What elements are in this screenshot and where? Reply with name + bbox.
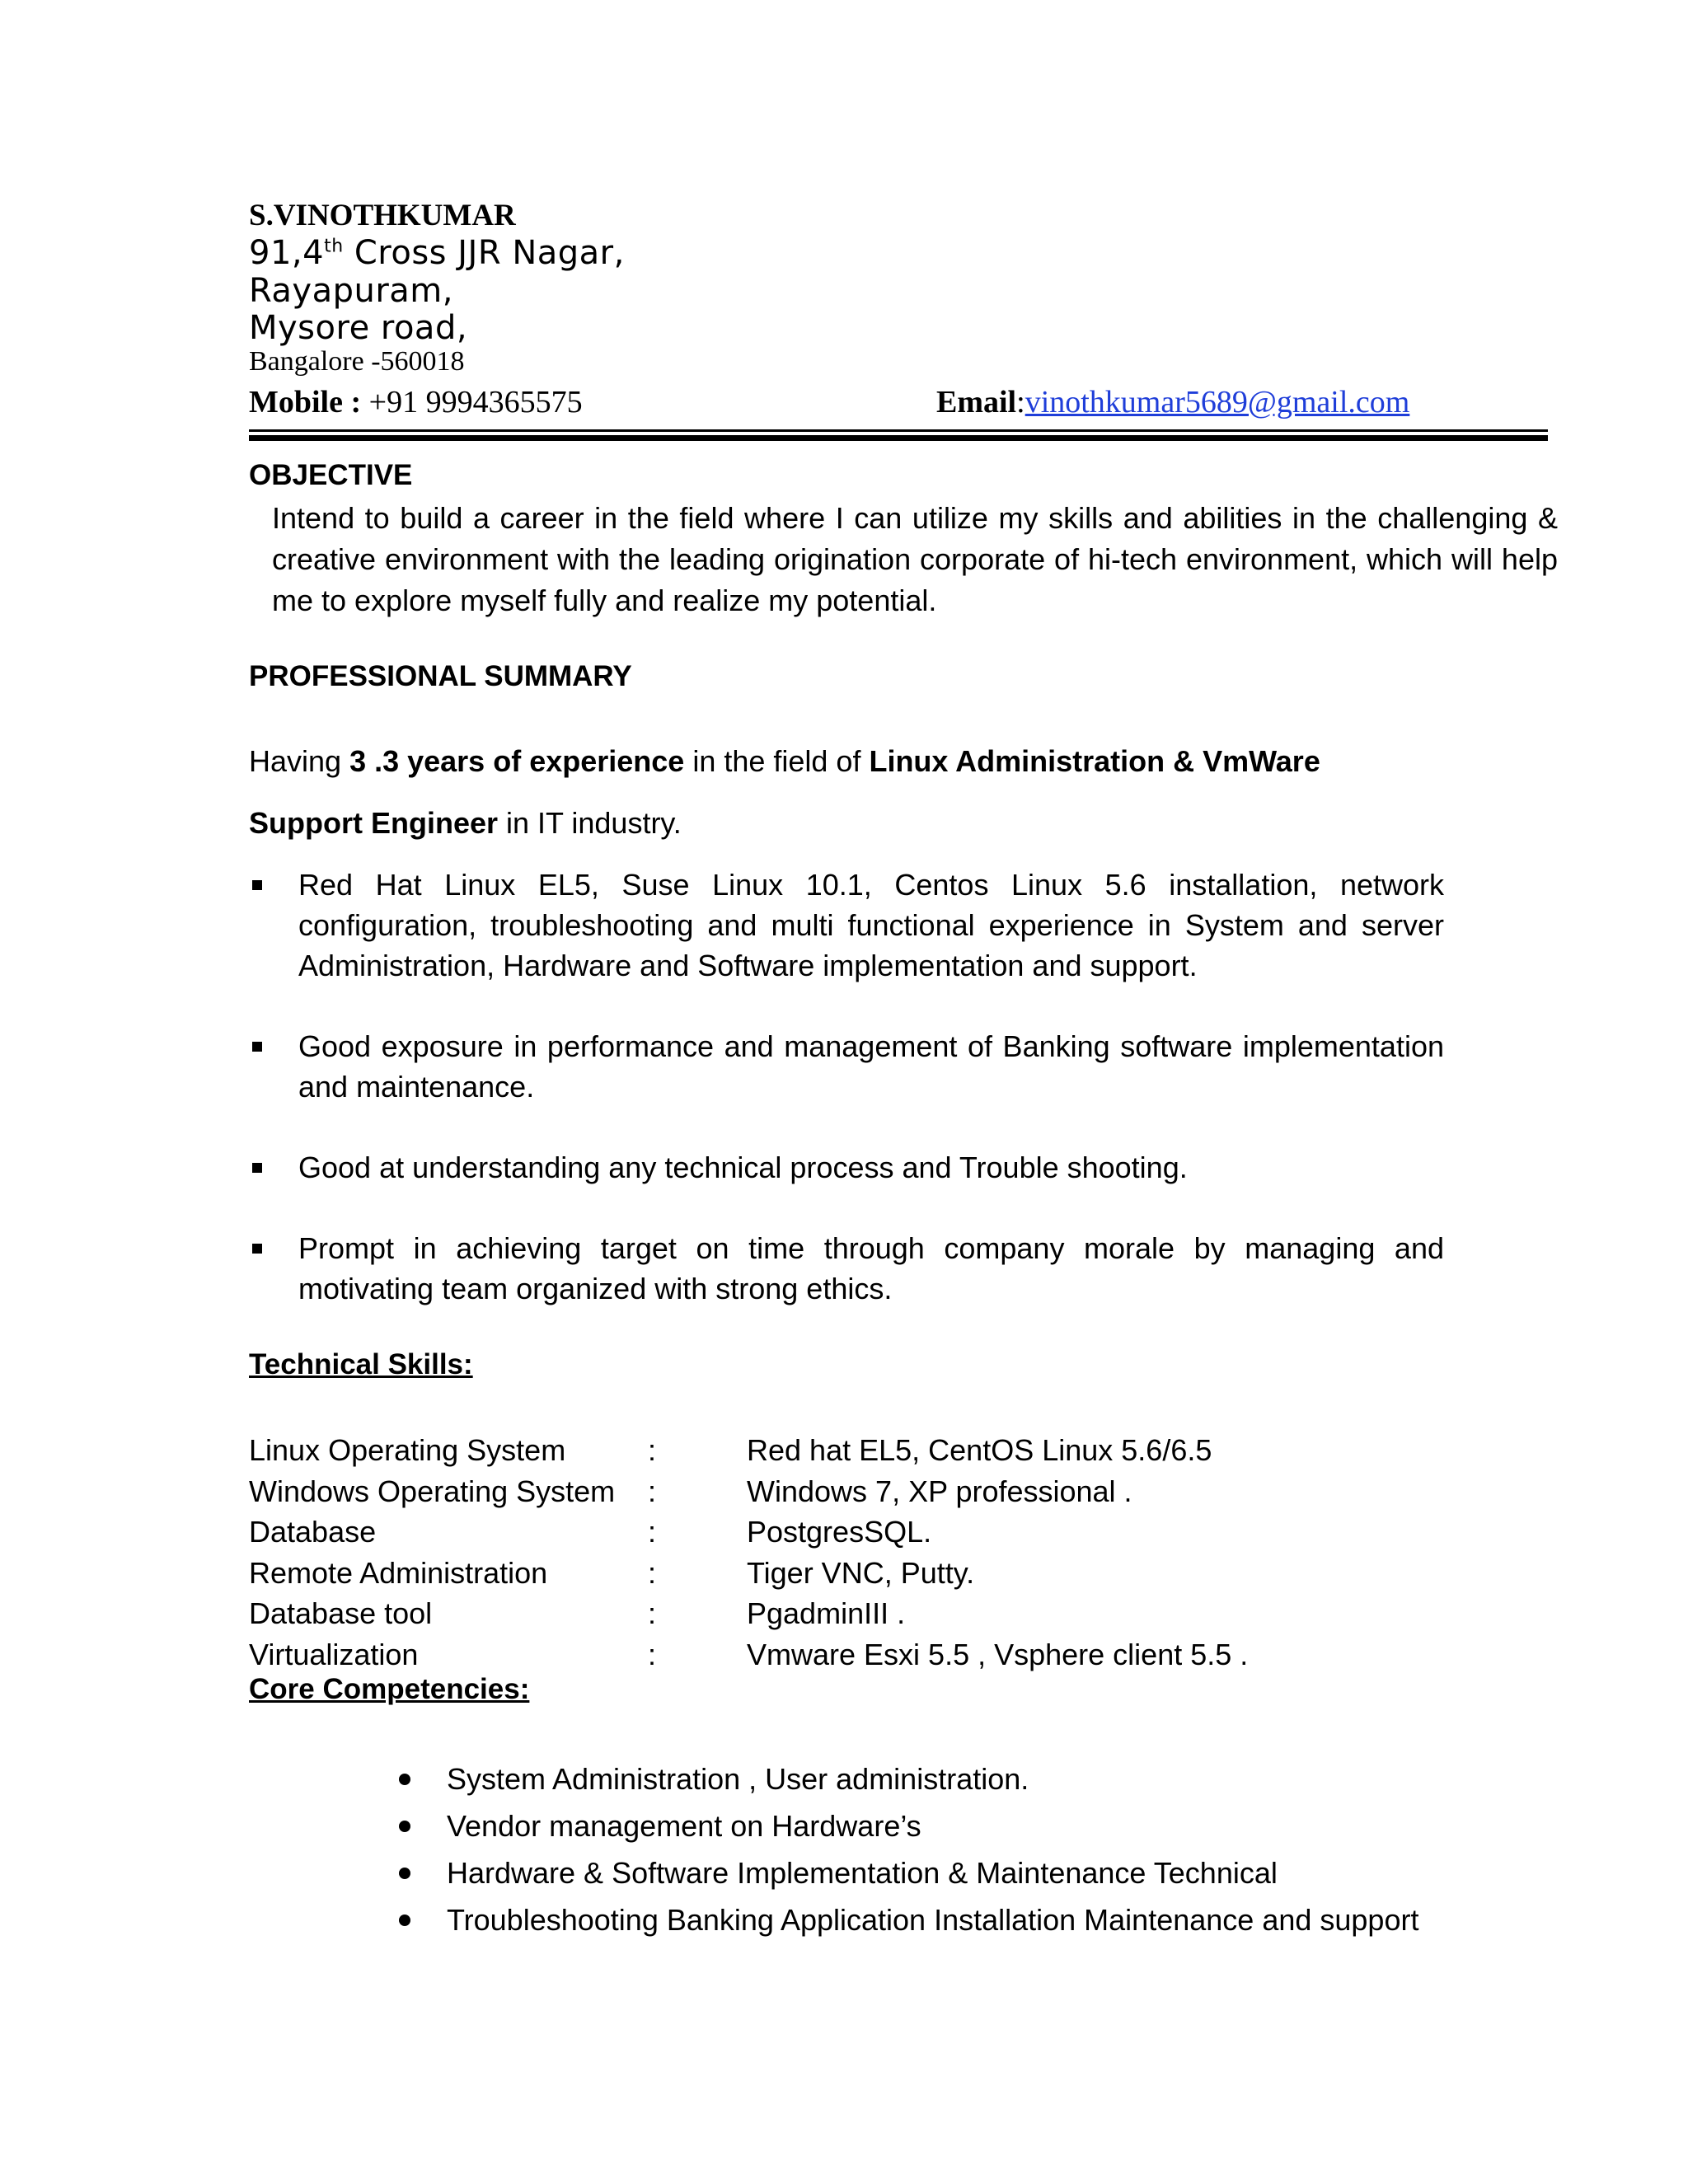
address-line-1-ordinal: th: [324, 236, 344, 257]
skill-value: Windows 7, XP professional .: [747, 1474, 1132, 1508]
summary-bullet: [249, 1147, 1444, 1188]
email-label: Email: [936, 385, 1017, 419]
candidate-name: S.VINOTHKUMAR: [249, 199, 516, 232]
core-competencies-heading: Core Competencies:: [249, 1673, 530, 1705]
skill-value: PostgresSQL.: [747, 1515, 932, 1549]
objective-text: Intend to build a career in the field where I can utilize my skills and abilities in the challenging & creative environment with the leading origination corporate of hi-tech environment, which will help me to explore myself fully and realize my potential.: [272, 501, 1558, 617]
skill-separator: :: [648, 1433, 657, 1467]
skill-key: Virtualization: [249, 1637, 419, 1671]
core-competency-item: [397, 1896, 1428, 1943]
header-divider-thin: [249, 429, 1548, 432]
summary-bullet: [249, 1026, 1444, 1107]
address-line-1-street: Cross JJR Nagar,: [343, 234, 625, 272]
round-bullet-icon: [399, 1868, 410, 1879]
summary-line-1: [249, 741, 1320, 782]
skill-separator: :: [648, 1555, 657, 1590]
address-line-3: Mysore road,: [249, 309, 468, 347]
skill-key: Remote Administration: [249, 1555, 548, 1590]
square-bullet-icon: [252, 880, 262, 890]
square-bullet-icon: [252, 1244, 262, 1254]
summary-bullet-list: [249, 865, 1444, 1349]
summary-heading: PROFESSIONAL SUMMARY: [249, 660, 632, 692]
mobile-number: +91 9994365575: [361, 385, 583, 419]
skill-separator: :: [648, 1515, 657, 1549]
skill-value: PgadminIII .: [747, 1596, 906, 1630]
summary-bullet-text: Prompt in achieving target on time through company morale by managing and motivating team organized with strong ethics.: [298, 1231, 1444, 1305]
summary-bullet-text: Good at understanding any technical process and Trouble shooting.: [298, 1151, 1188, 1184]
summary-text: in IT industry.: [498, 806, 682, 840]
round-bullet-icon: [399, 1915, 410, 1926]
skill-separator: :: [648, 1596, 657, 1630]
email-link[interactable]: vinothkumar5689@gmail.com: [1025, 385, 1410, 419]
header-divider-thick: [249, 435, 1548, 441]
summary-line-2: [249, 803, 682, 844]
email-separator: :: [1016, 385, 1025, 419]
core-competency-text: Vendor management on Hardware’s: [447, 1809, 921, 1843]
summary-role-cont: Support Engineer: [249, 806, 499, 840]
skill-separator: :: [648, 1474, 657, 1508]
summary-role: Linux Administration & VmWare: [869, 744, 1320, 778]
summary-bullet-text: Red Hat Linux EL5, Suse Linux 10.1, Centos Linux 5.6 installation, network configuration, troubleshooting and multi functional experience in System and server Administration, Hardware and Software implementation and support.: [298, 868, 1444, 982]
round-bullet-icon: [399, 1821, 410, 1832]
summary-experience: 3 .3 years of experience: [349, 744, 685, 778]
mobile-contact: [249, 384, 583, 420]
core-competency-text: Hardware & Software Implementation & Maintenance Technical: [447, 1856, 1278, 1890]
summary-bullet-text: Good exposure in performance and management of Banking software implementation and maintenance.: [298, 1029, 1444, 1104]
email-contact: [936, 384, 1409, 420]
technical-skills-heading: Technical Skills:: [249, 1348, 473, 1380]
skill-value: Red hat EL5, CentOS Linux 5.6/6.5: [747, 1433, 1212, 1467]
core-competencies-list: [397, 1755, 1428, 1943]
address-line-1: [249, 234, 625, 272]
summary-text: Having: [249, 744, 350, 778]
skill-key: Linux Operating System: [249, 1433, 566, 1467]
skill-value: Vmware Esxi 5.5 , Vsphere client 5.5 .: [747, 1637, 1249, 1671]
round-bullet-icon: [399, 1774, 410, 1785]
core-competency-item: [397, 1849, 1428, 1896]
square-bullet-icon: [252, 1163, 262, 1173]
core-competency-item: [397, 1755, 1428, 1802]
address-city: Bangalore -560018: [249, 346, 465, 377]
square-bullet-icon: [252, 1042, 262, 1052]
mobile-label: Mobile :: [249, 385, 362, 419]
core-competency-text: System Administration , User administration.: [447, 1762, 1029, 1796]
skill-separator: :: [648, 1637, 657, 1671]
summary-bullet: [249, 865, 1444, 986]
address-line-1-number: 91,4: [249, 234, 325, 272]
skill-key: Database tool: [249, 1596, 433, 1630]
skill-value: Tiger VNC, Putty.: [747, 1555, 975, 1590]
summary-bullet: [249, 1228, 1444, 1309]
core-competency-text: Troubleshooting Banking Application Installation Maintenance and support: [447, 1903, 1419, 1937]
core-competency-item: [397, 1802, 1428, 1849]
address-line-2: Rayapuram,: [249, 272, 453, 310]
objective-heading: OBJECTIVE: [249, 459, 413, 491]
summary-text: in the field of: [684, 744, 870, 778]
skill-key: Windows Operating System: [249, 1474, 616, 1508]
skill-key: Database: [249, 1515, 377, 1549]
